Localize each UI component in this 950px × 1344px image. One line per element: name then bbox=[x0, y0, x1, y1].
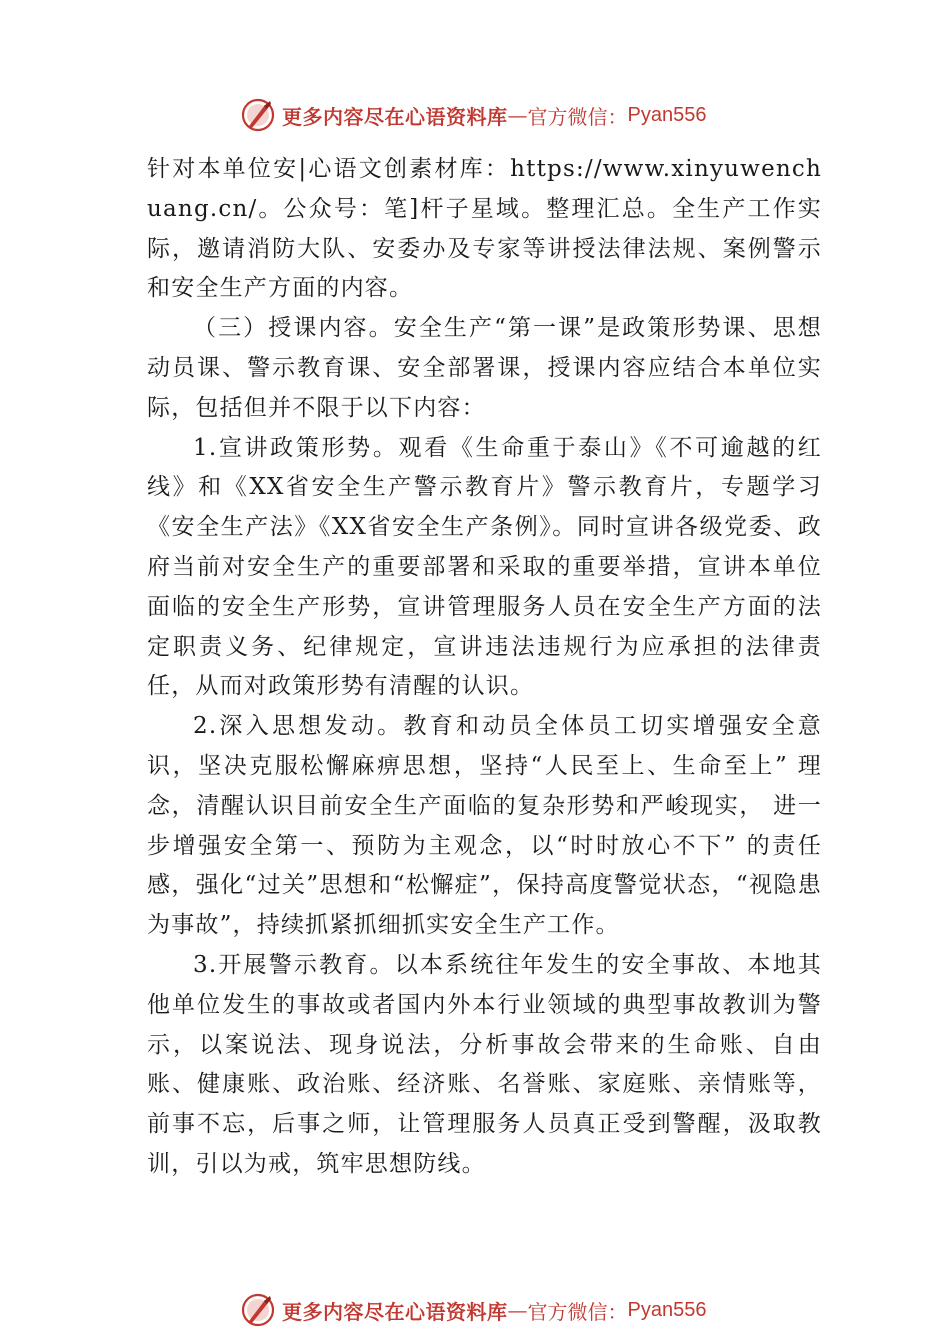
banner-separator: — bbox=[507, 103, 528, 127]
quill-pen-circle-icon bbox=[240, 97, 276, 133]
paragraph-thought: 2.深入思想发动。教育和动员全体员工切实增强安全意识，坚决克服松懈麻痹思想，坚持“人民至上、生命至上” 理念，清醒认识目前安全生产面临的复杂形势和严峻现实， 进一步增强安全第一、预防为主观念，以“时时放心不下” 的责任感，强化“过关”思想和“松懈症”，保持高度警觉状态，“视隐患为事故”，持续抓紧抓细抓实安全生产工作。 bbox=[147, 713, 822, 939]
footer-banner-separator: — bbox=[507, 1298, 528, 1322]
footer-banner-wechat-id: Pyan556 bbox=[627, 1298, 707, 1321]
footer-banner-title: 更多内容尽在心语资料库 bbox=[282, 1299, 508, 1324]
quill-pen-circle-icon bbox=[240, 1292, 276, 1328]
banner-wechat-label: 官方微信： bbox=[527, 104, 628, 129]
paragraph-course-content: （三）授课内容。安全生产“第一课”是政策形势课、思想动员课、警示教育课、安全部署课，授课内容应结合本单位实际，包括但并不限于以下内容： bbox=[147, 315, 822, 421]
header-banner bbox=[240, 95, 760, 135]
banner-wechat-id: Pyan556 bbox=[627, 103, 707, 126]
paragraph-policy: 1.宣讲政策形势。观看《生命重于泰山》《不可逾越的红线》和《XX省安全生产警示教育片》警示教育片，专题学习《安全生产法》《XX省安全生产条例》。同时宣讲各级党委、政府当前对安全生产的重要部署和采取的重要举措，宣讲本单位面临的安全生产形势，宣讲管理服务人员在安全生产方面的法定职责义务、纪律规定，宣讲违法违规行为应承担的法律责任，从而对政策形势有清醒的认识。 bbox=[147, 434, 822, 700]
footer-banner bbox=[240, 1290, 760, 1330]
banner-title: 更多内容尽在心语资料库 bbox=[282, 104, 508, 129]
paragraph-warning: 3.开展警示教育。以本系统往年发生的安全事故、本地其他单位发生的事故或者国内外本行业领域的典型事故教训为警示，以案说法、现身说法，分析事故会带来的生命账、自由账、健康账、政治账、经济账、名誉账、家庭账、亲情账等，前事不忘，后事之师，让管理服务人员真正受到警醒，汲取教训，引以为戒，筑牢思想防线。 bbox=[147, 951, 822, 1177]
footer-banner-wechat-label: 官方微信： bbox=[527, 1299, 628, 1324]
document-body bbox=[147, 150, 822, 1185]
paragraph-intro: 针对本单位安|心语文创素材库：https://www.xinyuwenchuang.cn/。公众号：笔]杆子星域。整理汇总。全生产工作实际，邀请消防大队、安委办及专家等讲授法律法规、案例警示和安全生产方面的内容。 bbox=[147, 156, 822, 302]
